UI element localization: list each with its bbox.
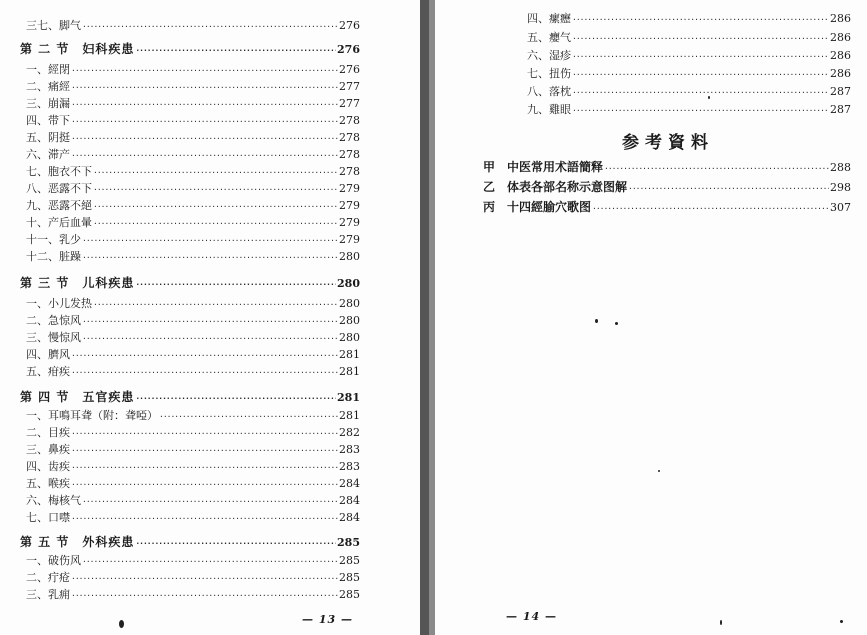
toc-entry <box>26 114 360 129</box>
toc-entry-page-number: 287 <box>830 85 851 98</box>
toc-entry-page-number: 280 <box>339 297 360 310</box>
toc-entry <box>527 31 851 46</box>
toc-entry-page-number: 281 <box>339 348 360 361</box>
toc-section-page-number: 281 <box>337 391 360 404</box>
toc-entry-label: 十、产后血暈 <box>26 216 92 229</box>
toc-section <box>20 276 360 292</box>
dot-leader <box>82 315 338 329</box>
toc-entry <box>527 67 851 82</box>
toc-entry-label: 三七、脚气 <box>26 19 81 32</box>
toc-entry <box>26 148 360 163</box>
dot-leader <box>572 32 829 46</box>
toc-entry <box>26 554 360 569</box>
toc-entry-page-number: 284 <box>339 494 360 507</box>
appendix-entry <box>483 160 851 176</box>
toc-entry-page-number: 279 <box>339 199 360 212</box>
toc-entry-label: 二、目疾 <box>26 426 70 439</box>
toc-entry <box>26 80 360 95</box>
page-number-left: — 13 — <box>302 613 353 626</box>
toc-entry-page-number: 278 <box>339 148 360 161</box>
toc-section-page-number: 285 <box>337 536 360 549</box>
toc-entry-page-number: 285 <box>339 588 360 601</box>
toc-entry-label: 一、小儿发热 <box>26 297 92 310</box>
toc-section-page-number: 280 <box>337 277 360 290</box>
toc-entry-page-number: 286 <box>830 49 851 62</box>
toc-entry-label: 四、臍风 <box>26 348 70 361</box>
toc-entry-page-number: 281 <box>339 409 360 422</box>
appendix-entry <box>483 180 851 196</box>
dot-leader <box>572 86 829 100</box>
appendix-entry <box>483 200 851 216</box>
scan-speck <box>119 620 124 628</box>
scan-speck <box>720 620 722 625</box>
dot-leader <box>71 81 338 95</box>
toc-section <box>20 535 360 551</box>
toc-entry-label: 三、鼻疾 <box>26 443 70 456</box>
toc-entry-label: 三、慢惊风 <box>26 331 81 344</box>
toc-entry <box>26 460 360 475</box>
toc-entry <box>26 365 360 380</box>
dot-leader <box>572 104 829 118</box>
toc-section <box>20 42 360 58</box>
appendix-entry-page-number: 307 <box>830 201 851 214</box>
toc-entry <box>26 250 360 265</box>
toc-entry-label: 十一、乳少 <box>26 233 81 246</box>
dot-leader <box>82 495 338 509</box>
book-spine <box>420 0 429 635</box>
toc-section-label: 第 四 节 五官疾患 <box>20 390 135 404</box>
scan-speck <box>595 319 598 323</box>
dot-leader <box>159 410 338 424</box>
toc-entry-label: 七、口噤 <box>26 511 70 524</box>
toc-entry-label: 一、破伤风 <box>26 554 81 567</box>
dot-leader <box>71 98 338 112</box>
dot-leader <box>93 200 338 214</box>
toc-section-page-number: 276 <box>337 43 360 56</box>
scan-speck <box>708 96 710 99</box>
toc-entry-label: 九、雞眼 <box>527 103 571 116</box>
toc-entry <box>26 331 360 346</box>
dot-leader <box>71 427 338 441</box>
toc-entry-label: 五、疳疾 <box>26 365 70 378</box>
toc-entry-label: 八、恶露不下 <box>26 182 92 195</box>
dot-leader <box>93 183 338 197</box>
dot-leader <box>82 332 338 346</box>
toc-entry-page-number: 287 <box>830 103 851 116</box>
dot-leader <box>71 512 338 526</box>
dot-leader <box>82 555 338 569</box>
appendix-entry-page-number: 288 <box>830 161 851 174</box>
toc-entry-page-number: 278 <box>339 114 360 127</box>
toc-entry-page-number: 282 <box>339 426 360 439</box>
toc-section-label: 第 五 节 外科疾患 <box>20 535 135 549</box>
toc-entry-page-number: 280 <box>339 331 360 344</box>
dot-leader <box>71 366 338 380</box>
dot-leader <box>628 182 829 196</box>
toc-entry-page-number: 283 <box>339 460 360 473</box>
toc-entry-label: 八、落枕 <box>527 85 571 98</box>
toc-entry <box>26 131 360 146</box>
scan-speck <box>615 322 618 325</box>
toc-entry-label: 四、带下 <box>26 114 70 127</box>
toc-entry-page-number: 285 <box>339 554 360 567</box>
toc-entry-label: 十二、脏躁 <box>26 250 81 263</box>
toc-entry-page-number: 281 <box>339 365 360 378</box>
toc-entry-page-number: 278 <box>339 165 360 178</box>
dot-leader <box>592 202 829 216</box>
reference-heading: 参考資料 <box>622 133 714 153</box>
dot-leader <box>71 64 338 78</box>
appendix-entry-page-number: 298 <box>830 181 851 194</box>
dot-leader <box>71 572 338 586</box>
dot-leader <box>82 251 338 265</box>
toc-entry-page-number: 286 <box>830 67 851 80</box>
toc-entry-page-number: 284 <box>339 477 360 490</box>
toc-entry-page-number: 278 <box>339 131 360 144</box>
dot-leader <box>71 149 338 163</box>
toc-entry <box>26 216 360 231</box>
toc-entry-page-number: 285 <box>339 571 360 584</box>
dot-leader <box>135 537 336 551</box>
dot-leader <box>71 444 338 458</box>
toc-entry <box>26 182 360 197</box>
toc-entry-label: 三、乳痈 <box>26 588 70 601</box>
dot-leader <box>135 392 336 406</box>
toc-entry <box>26 348 360 363</box>
toc-entry <box>26 233 360 248</box>
toc-entry-label: 四、齿疾 <box>26 460 70 473</box>
toc-entry-label: 六、湿疹 <box>527 49 571 62</box>
toc-entry <box>527 85 851 100</box>
toc-entry-page-number: 280 <box>339 314 360 327</box>
dot-leader <box>572 68 829 82</box>
toc-entry-page-number: 276 <box>339 19 360 32</box>
dot-leader <box>572 13 829 27</box>
toc-entry-page-number: 286 <box>830 12 851 25</box>
toc-entry-label: 一、耳鳴耳聋（附：聋啞） <box>26 409 158 422</box>
toc-entry <box>527 103 851 118</box>
toc-entry <box>26 97 360 112</box>
toc-entry-label: 五、癭气 <box>527 31 571 44</box>
toc-entry-label: 七、扭伤 <box>527 67 571 80</box>
toc-entry-label: 四、瘰癧 <box>527 12 571 25</box>
toc-entry <box>26 19 360 34</box>
toc-entry <box>26 409 360 424</box>
toc-entry-label: 五、喉疾 <box>26 477 70 490</box>
toc-entry <box>26 477 360 492</box>
scan-speck <box>658 470 660 472</box>
dot-leader <box>93 166 338 180</box>
toc-entry-page-number: 286 <box>830 31 851 44</box>
dot-leader <box>82 20 338 34</box>
toc-entry-label: 一、經閉 <box>26 63 70 76</box>
dot-leader <box>93 217 338 231</box>
toc-entry-page-number: 276 <box>339 63 360 76</box>
toc-entry-label: 九、恶露不絕 <box>26 199 92 212</box>
toc-entry <box>26 199 360 214</box>
dot-leader <box>71 478 338 492</box>
toc-entry-label: 二、急惊风 <box>26 314 81 327</box>
toc-entry-page-number: 280 <box>339 250 360 263</box>
toc-entry-label: 五、阴挺 <box>26 131 70 144</box>
toc-entry <box>26 426 360 441</box>
dot-leader <box>135 44 336 58</box>
toc-entry <box>527 12 851 27</box>
toc-entry-page-number: 279 <box>339 182 360 195</box>
appendix-entry-label: 甲 中医常用术語簡释 <box>483 160 604 174</box>
toc-entry-label: 二、痛經 <box>26 80 70 93</box>
toc-entry-page-number: 277 <box>339 80 360 93</box>
dot-leader <box>135 278 336 292</box>
toc-entry <box>26 588 360 603</box>
toc-entry-label: 六、滞产 <box>26 148 70 161</box>
toc-entry-label: 二、疔疮 <box>26 571 70 584</box>
toc-entry <box>26 297 360 312</box>
toc-entry <box>26 571 360 586</box>
dot-leader <box>71 132 338 146</box>
toc-entry-label: 六、梅核气 <box>26 494 81 507</box>
toc-entry-label: 七、胞衣不下 <box>26 165 92 178</box>
dot-leader <box>93 298 338 312</box>
toc-section-label: 第 三 节 儿科疾患 <box>20 276 135 290</box>
dot-leader <box>604 162 829 176</box>
toc-entry-page-number: 279 <box>339 216 360 229</box>
scan-speck <box>840 620 843 623</box>
toc-section-label: 第 二 节 妇科疾患 <box>20 42 135 56</box>
toc-entry <box>26 165 360 180</box>
toc-entry-page-number: 279 <box>339 233 360 246</box>
toc-entry-page-number: 277 <box>339 97 360 110</box>
dot-leader <box>71 589 338 603</box>
dot-leader <box>572 50 829 64</box>
toc-entry <box>26 494 360 509</box>
dot-leader <box>71 461 338 475</box>
toc-entry <box>527 49 851 64</box>
toc-entry <box>26 511 360 526</box>
dot-leader <box>71 115 338 129</box>
page-number-right: — 14 — <box>506 610 557 623</box>
toc-entry <box>26 314 360 329</box>
appendix-entry-label: 乙 体表各部名称示意图解 <box>483 180 628 194</box>
appendix-entry-label: 丙 十四經腧穴歌图 <box>483 200 592 214</box>
toc-section <box>20 390 360 406</box>
toc-entry-page-number: 283 <box>339 443 360 456</box>
dot-leader <box>71 349 338 363</box>
toc-entry <box>26 63 360 78</box>
toc-entry-page-number: 284 <box>339 511 360 524</box>
toc-entry <box>26 443 360 458</box>
dot-leader <box>82 234 338 248</box>
toc-entry-label: 三、崩漏 <box>26 97 70 110</box>
